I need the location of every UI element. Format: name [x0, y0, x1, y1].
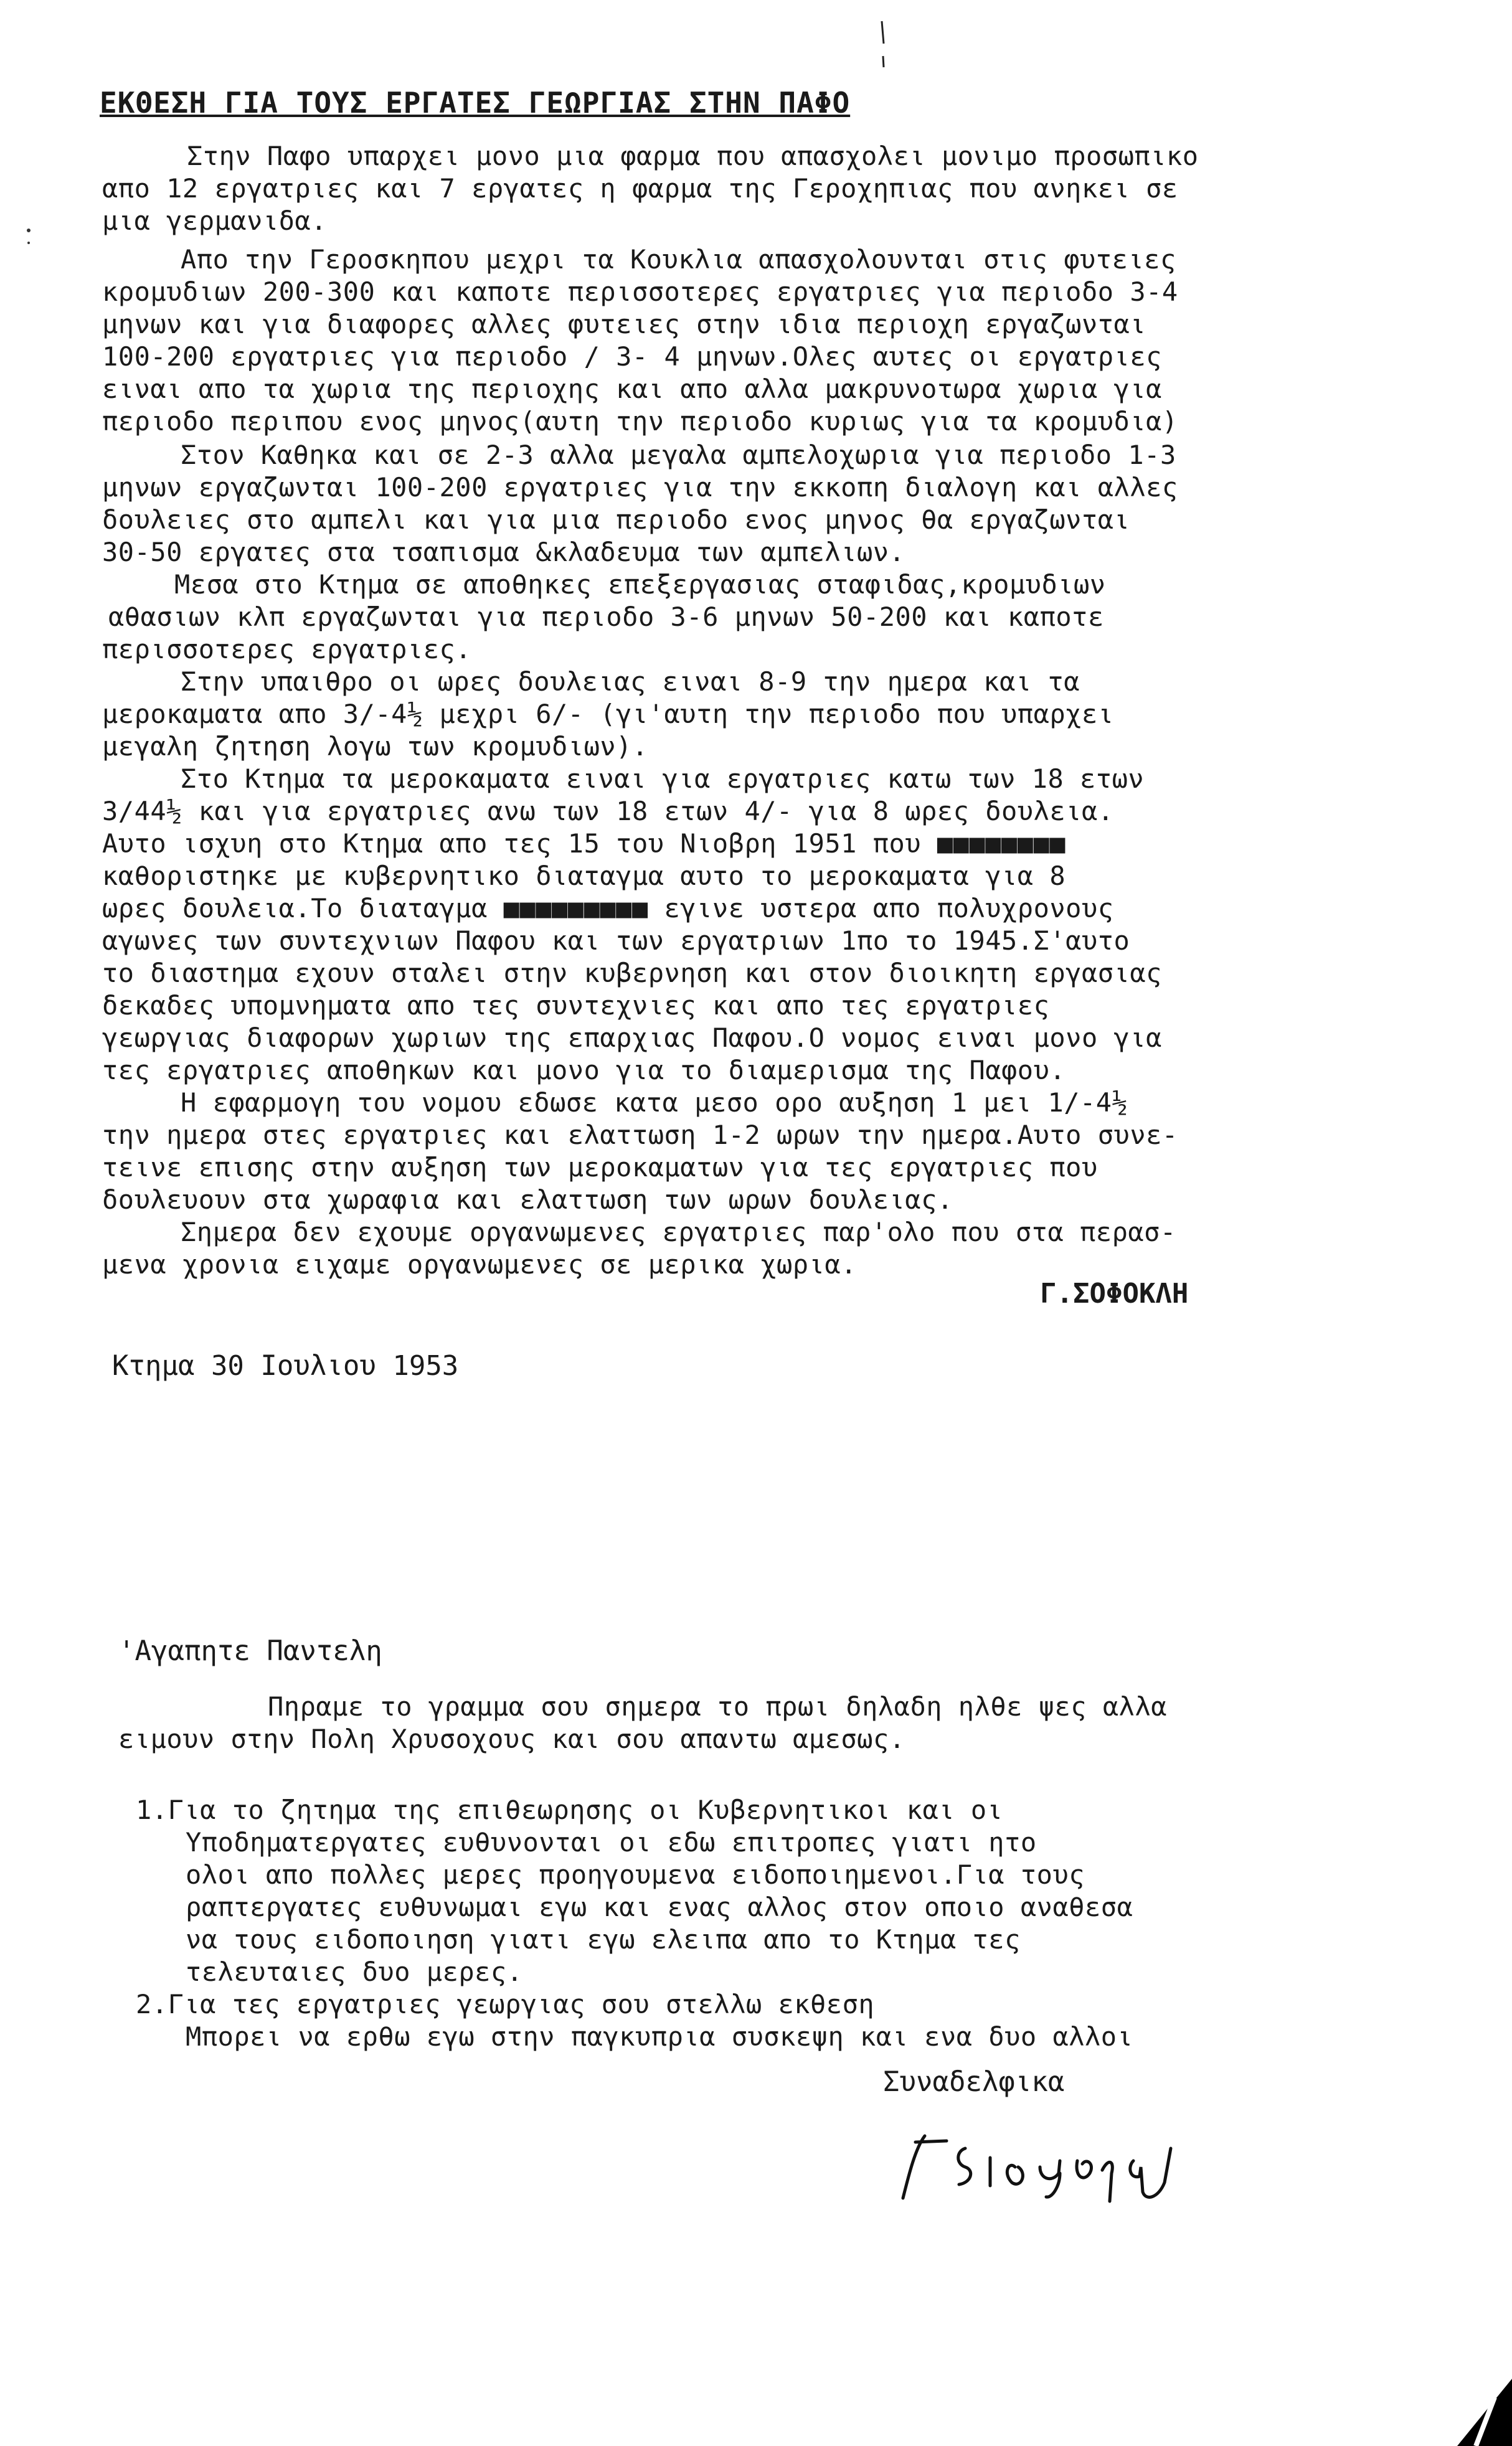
- report-line: δουλευουν στα χωραφια και ελαττωση των ωρων δουλειας.: [102, 1184, 953, 1215]
- scan-mark: [22, 224, 35, 249]
- letter-line: ραπτεργατες ευθυνωμαι εγω και ενας αλλος στον οποιο αναθεσα: [186, 1892, 1133, 1922]
- letter-greeting: 'Αγαπητε Παντελη: [118, 1635, 382, 1667]
- report-line: Μεσα στο Κτημα σε αποθηκες επεξεργασιας σταφιδας,κρομυδιων: [174, 569, 1106, 600]
- report-line: μηνων εργαζωνται 100-200 εργατριες για την εκκοπη διαλογη και αλλες: [102, 472, 1178, 503]
- report-line: Η εφαρμογη του νομου εδωσε κατα μεσο ορο αυξηση 1 μει 1/-4½: [181, 1087, 1128, 1118]
- report-line: τεινε επισης στην αυξηση των μεροκαματων για τες εργατριες που: [102, 1152, 1098, 1183]
- report-line: Στην υπαιθρο οι ωρες δουλειας ειναι 8-9 την ημερα και τα: [181, 666, 1080, 697]
- report-line: τες εργατριες αποθηκων και μονο για το διαμερισμα της Παφου.: [102, 1055, 1066, 1085]
- report-line: ωρες δουλεια.Το διαταγμα ■■■■■■■■■ εγινε υστερα απο πολυχρονους: [102, 893, 1114, 923]
- report-line: μια γερμανιδα.: [102, 205, 328, 236]
- letter-line: Υποδηματεργατες ευθυνονται οι εδω επιτροπες γιατι ητο: [186, 1827, 1037, 1858]
- report-line: 30-50 εργατες στα τσαπισμα &κλαδευμα των αμπελιων.: [102, 537, 905, 567]
- letter-line: ειμουν στην Πολη Χρυσοχους και σου απαντω αμεσως.: [118, 1724, 905, 1754]
- letter-line: Πηραμε το γραμμα σου σημερα το πρωι δηλαδη ηλθε ψες αλλα: [268, 1691, 1168, 1722]
- report-line: δουλειες στο αμπελι και για μια περιοδο ενος μηνος θα εργαζωνται: [102, 504, 1130, 535]
- report-line: απο 12 εργατριες και 7 εργατες η φαρμα της Γεροχηπιας που ανηκει σε: [102, 173, 1178, 204]
- report-line: Στο Κτημα τα μεροκαματα ειναι για εργατριες κατω των 18 ετων: [181, 763, 1145, 794]
- report-line: την ημερα στες εργατριες και ελαττωση 1-2 ωρων την ημερα.Αυτο συνε-: [102, 1120, 1178, 1150]
- report-line: δεκαδες υπομνηματα απο τες συντεχνιες και απο τες εργατριες: [102, 990, 1050, 1021]
- report-title: ΕΚΘΕΣΗ ΓΙΑ ΤΟΥΣ ΕΡΓΑΤΕΣ ΓΕΩΡΓΙΑΣ ΣΤΗΝ ΠΑΦΟ: [100, 86, 851, 120]
- letter-line: 1.Για το ζητημα της επιθεωρησης οι Κυβερνητικοι και οι: [136, 1795, 1003, 1825]
- letter-line: 2.Για τες εργατριες γεωργιας σου στελλω εκθεση: [136, 1989, 875, 2019]
- report-line: μηνων και για διαφορες αλλες φυτειες στην ιδια περιοχη εργαζωνται: [102, 309, 1146, 339]
- report-line: Στην Παφο υπαρχει μονο μια φαρμα που απασχολει μονιμο προσωπικο: [187, 141, 1199, 171]
- letter-line: να τους ειδοποιηση γιατι εγω ελειπα απο το Κτημα τες: [186, 1924, 1021, 1955]
- letter-line: Μπορει να ερθω εγω στην παγκυπρια συσκεψη και ενα δυο αλλοι: [186, 2021, 1133, 2052]
- report-line: μεγαλη ζητηση λογω των κρομυδιων).: [102, 731, 648, 762]
- report-line: γεωργιας διαφορων χωριων της επαρχιας Παφου.Ο νομος ειναι μονο για: [102, 1022, 1162, 1053]
- report-line: ειναι απο τα χωρια της περιοχης και απο αλλα μακρυνοτωρα χωρια για: [102, 374, 1162, 404]
- report-date: Κτημα 30 Ιουλιου 1953: [112, 1350, 459, 1382]
- report-line: κρομυδιων 200-300 και καποτε περισσοτερες εργατριες για περιοδο 3-4: [102, 276, 1178, 307]
- report-line: μενα χρονια ειχαμε οργανωμενες σε μερικα χωρια.: [102, 1249, 857, 1280]
- report-line: το διαστημα εχουν σταλει στην κυβερνηση και στον διοικητη εργασιας: [102, 958, 1162, 988]
- report-line: μεροκαματα απο 3/-4½ μεχρι 6/- (γι'αυτη την περιοδο που υπαρχει: [102, 699, 1114, 729]
- letter-closing: Συναδελφικα: [883, 2066, 1065, 2098]
- report-line: Σημερα δεν εχουμε οργανωμενες εργατριες παρ'ολο που στα περασ-: [181, 1217, 1176, 1247]
- letter-line: ολοι απο πολλες μερες προηγουμενα ειδοποιημενοι.Για τους: [186, 1859, 1085, 1890]
- handwritten-signature: [897, 2123, 1196, 2204]
- report-line: περιοδο περιπου ενος μηνος(αυτη την περιοδο κυριως για τα κρομυδια): [102, 406, 1178, 437]
- report-line: καθοριστηκε με κυβερνητικο διαταγμα αυτο το μεροκαματα για 8: [102, 861, 1066, 891]
- page-corner-fold: [1457, 2379, 1512, 2446]
- report-line: 100-200 εργατριες για περιοδο / 3- 4 μηνων.Ολες αυτες οι εργατριες: [102, 341, 1162, 372]
- report-line: αγωνες των συντεχνιων Παφου και των εργατριων 1πο το 1945.Σ'αυτο: [102, 925, 1130, 956]
- scan-mark: [877, 19, 889, 68]
- report-signoff: Γ.ΣΟΦΟΚΛΗ: [1040, 1278, 1189, 1310]
- report-line: Αυτο ισχυη στο Κτημα απο τες 15 του Νιοβρη 1951 που ■■■■■■■■: [102, 828, 1066, 859]
- report-line: περισσοτερες εργατριες.: [102, 634, 472, 664]
- report-line: αθασιων κλπ εργαζωνται για περιοδο 3-6 μηνων 50-200 και καποτε: [108, 602, 1104, 632]
- report-line: Απο την Γεροσκηπου μεχρι τα Κουκλια απασχολουνται στις φυτειες: [181, 244, 1176, 275]
- report-line: Στον Καθηκα και σε 2-3 αλλα μεγαλα αμπελοχωρια για περιοδο 1-3: [181, 440, 1176, 470]
- report-line: 3/44½ και για εργατριες ανω των 18 ετων 4/- για 8 ωρες δουλεια.: [102, 796, 1114, 826]
- letter-line: τελευταιες δυο μερες.: [186, 1957, 523, 1987]
